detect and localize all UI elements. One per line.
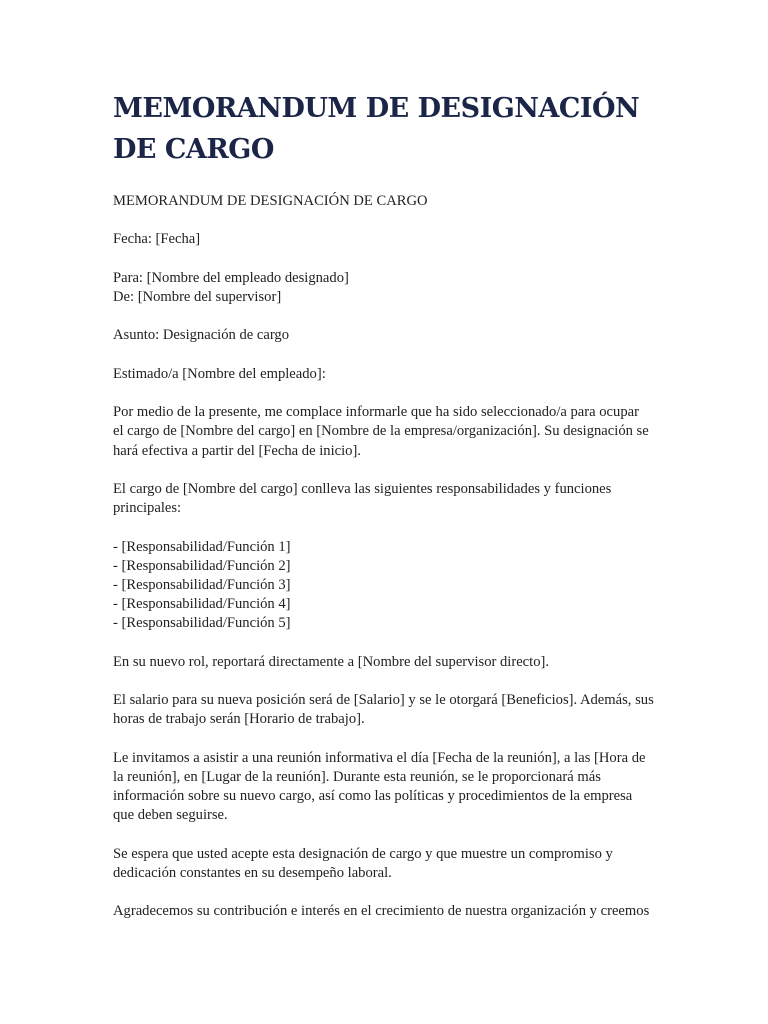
paragraph-line: la reunión], en [Lugar de la reunión]. Durante esta reunión, se le proporcionará más — [113, 768, 601, 785]
paragraph-line: El cargo de [Nombre del cargo] conlleva las siguientes responsabilidades y funciones — [113, 480, 612, 497]
salary-paragraph — [113, 691, 661, 729]
reporting-paragraph: En su nuevo rol, reportará directamente a [Nombre del supervisor directo]. — [113, 653, 550, 670]
list-item: - [Responsabilidad/Función 1] — [113, 538, 291, 555]
paragraph-line: información sobre su nuevo cargo, así como las políticas y procedimientos de la empresa — [113, 788, 633, 805]
responsibilities-intro-paragraph — [113, 480, 661, 518]
date-line: Fecha: [Fecha] — [113, 231, 201, 248]
list-item: - [Responsabilidad/Función 2] — [113, 557, 291, 574]
paragraph-line: Se espera que usted acepte esta designación de cargo y que muestre un compromiso y — [113, 845, 613, 862]
responsibilities-list — [113, 538, 661, 634]
greeting-line: Estimado/a [Nombre del empleado]: — [113, 365, 326, 382]
sender-line: De: [Nombre del supervisor] — [113, 288, 282, 305]
document-title: MEMORANDUM DE DESIGNACIÓN DE CARGO — [113, 93, 640, 165]
addressing-block — [113, 269, 661, 307]
document-body — [113, 192, 661, 922]
commitment-paragraph — [113, 845, 661, 883]
recipient-line: Para: [Nombre del empleado designado] — [113, 269, 349, 286]
memo-header-line: MEMORANDUM DE DESIGNACIÓN DE CARGO — [113, 193, 428, 209]
paragraph-line: dedicación constantes en su desempeño laboral. — [113, 864, 392, 881]
paragraph-line: principales: — [113, 500, 182, 517]
list-item: - [Responsabilidad/Función 4] — [113, 596, 291, 613]
subject-line: Asunto: Designación de cargo — [113, 327, 290, 344]
paragraph-line: Le invitamos a asistir a una reunión informativa el día [Fecha de la reunión], a las [Hora de — [113, 749, 646, 766]
list-item: - [Responsabilidad/Función 5] — [113, 615, 291, 632]
thanks-paragraph: Agradecemos su contribución e interés en el crecimiento de nuestra organización y creemos — [113, 903, 650, 920]
memo-page — [113, 88, 661, 922]
paragraph-line: El salario para su nueva posición será de [Salario] y se le otorgará [Beneficios]. Además, sus — [113, 692, 654, 709]
list-item: - [Responsabilidad/Función 3] — [113, 576, 291, 593]
paragraph-line: el cargo de [Nombre del cargo] en [Nombre de la empresa/organización]. Su designación se — [113, 423, 649, 440]
paragraph-line: Por medio de la presente, me complace informarle que ha sido seleccionado/a para ocupar — [113, 404, 639, 421]
meeting-paragraph — [113, 749, 661, 826]
paragraph-line: hará efectiva a partir del [Fecha de inicio]. — [113, 442, 361, 459]
intro-paragraph — [113, 403, 661, 461]
paragraph-line: horas de trabajo serán [Horario de trabajo]. — [113, 711, 365, 728]
paragraph-line: que deben seguirse. — [113, 807, 228, 824]
